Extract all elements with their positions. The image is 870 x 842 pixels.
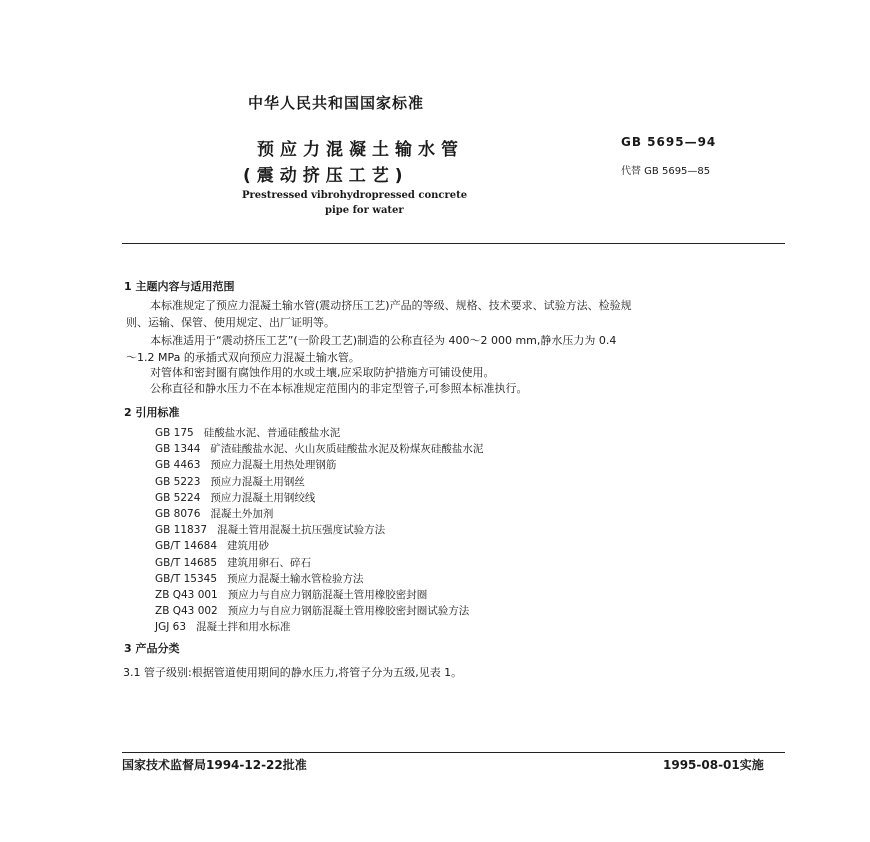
reference-code: GB 5224 (155, 491, 201, 504)
implementation-date: 1995-08-01实施 (663, 758, 764, 772)
reference-item (155, 571, 483, 587)
section-1-paragraph-2-cont: ～1.2 MPa 的承插式双向预应力混凝土输水管。 (126, 351, 360, 364)
section-2-heading: 2 引用标准 (124, 406, 180, 419)
english-title-line2: pipe for water (325, 205, 404, 216)
section-1-paragraph-1-cont: 则、运输、保管、使用规定、出厂证明等。 (126, 316, 335, 329)
section-3-1-text: 3.1 管子级别:根据管道使用期间的静水压力,将管子分为五级,见表 1。 (123, 666, 463, 679)
reference-item (155, 522, 483, 538)
section-1-paragraph-3: 对管体和密封圈有腐蚀作用的水或土壤,应采取防护措施方可铺设使用。 (150, 366, 495, 379)
section-1-paragraph-4: 公称直径和静水压力不在本标准规定范围内的非定型管子,可参照本标准执行。 (150, 382, 528, 395)
replaces-standard: 代替 GB 5695—85 (621, 166, 711, 177)
reference-code: GB/T 14685 (155, 556, 218, 569)
national-standard-heading: 中华人民共和国国家标准 (248, 94, 425, 112)
reference-code: GB/T 15345 (155, 572, 218, 585)
reference-title: 混凝土外加剂 (210, 507, 274, 520)
reference-code: GB 1344 (155, 443, 201, 456)
document-title: 预应力混凝土输水管 (257, 140, 464, 160)
reference-list (155, 425, 483, 635)
reference-item (155, 425, 483, 441)
header-divider (122, 243, 785, 244)
reference-code: JGJ 63 (155, 621, 187, 634)
section-1-paragraph-2: 本标准适用于“震动挤压工艺”(一阶段工艺)制造的公称直径为 400～2 000 mm,静水压力为 0.4 (150, 334, 617, 347)
reference-item (155, 474, 483, 490)
reference-title: 矿渣硅酸盐水泥、火山灰质硅酸盐水泥及粉煤灰硅酸盐水泥 (210, 443, 484, 456)
reference-item (155, 587, 483, 603)
reference-title: 建筑用卵石、碎石 (227, 556, 312, 569)
reference-code: GB 5223 (155, 475, 201, 488)
standard-number: GB 5695—94 (621, 135, 717, 149)
reference-title: 预应力混凝土用钢绞线 (210, 491, 316, 504)
reference-title: 预应力混凝土输水管检验方法 (227, 572, 364, 585)
reference-item (155, 619, 483, 635)
reference-item (155, 603, 483, 619)
reference-item (155, 538, 483, 554)
reference-title: 预应力与自应力钢筋混凝土管用橡胶密封圈 (227, 588, 428, 601)
reference-title: 混凝土拌和用水标准 (196, 621, 291, 634)
reference-item (155, 441, 483, 457)
reference-title: 混凝土管用混凝土抗压强度试验方法 (217, 524, 386, 537)
reference-item (155, 555, 483, 571)
section-1-heading: 1 主题内容与适用范围 (124, 280, 235, 293)
reference-code: ZB Q43 001 (155, 588, 218, 601)
reference-code: GB 8076 (155, 507, 201, 520)
reference-title: 预应力与自应力钢筋混凝土管用橡胶密封圈试验方法 (227, 605, 470, 618)
english-title-line1: Prestressed vibrohydropressed concrete (242, 190, 468, 201)
document-subtitle: (震动挤压工艺) (243, 166, 409, 186)
reference-code: ZB Q43 002 (155, 605, 218, 618)
reference-title: 预应力混凝土用钢丝 (210, 475, 305, 488)
issue-date: 国家技术监督局1994-12-22批准 (122, 758, 307, 772)
reference-item (155, 490, 483, 506)
reference-code: GB 11837 (155, 524, 208, 537)
reference-item (155, 506, 483, 522)
reference-item (155, 457, 483, 473)
reference-code: GB 175 (155, 427, 194, 439)
footer-divider (122, 752, 785, 753)
reference-code: GB 4463 (155, 459, 201, 472)
reference-code: GB/T 14684 (155, 540, 218, 553)
section-3-heading: 3 产品分类 (124, 642, 180, 655)
reference-title: 硅酸盐水泥、普通硅酸盐水泥 (203, 427, 341, 439)
section-1-paragraph-1: 本标准规定了预应力混凝土输水管(震动挤压工艺)产品的等级、规格、技术要求、试验方法、检验规 (150, 299, 632, 312)
reference-title: 建筑用砂 (227, 540, 270, 553)
reference-title: 预应力混凝土用热处理钢筋 (210, 459, 337, 472)
